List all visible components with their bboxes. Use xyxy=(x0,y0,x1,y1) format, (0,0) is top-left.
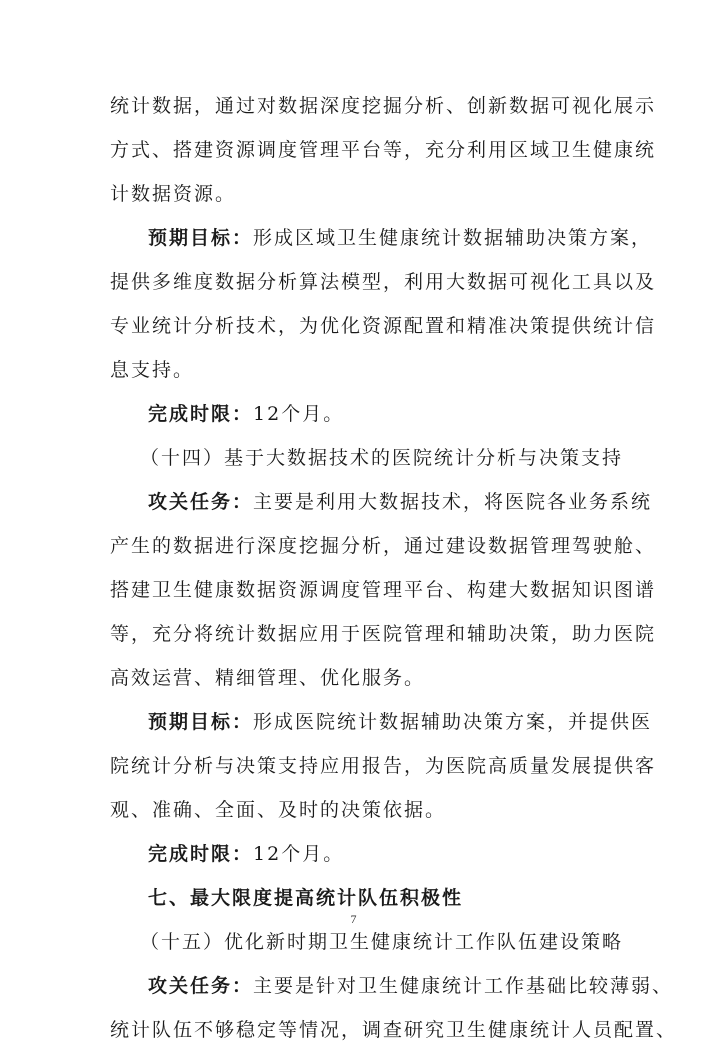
text-line: 等，充分将统计数据应用于医院管理和辅助决策，助力医院 xyxy=(110,623,657,645)
deadline-label: 完成时限： xyxy=(148,403,254,425)
section-15-heading: （十五）优化新时期卫生健康统计工作队伍建设策略 xyxy=(140,931,624,953)
chapter-7-heading: 七、最大限度提高统计队伍积极性 xyxy=(148,887,464,909)
text-line: 高效运营、精细管理、优化服务。 xyxy=(110,667,426,689)
expected-goal-paragraph: 预期目标：形成医院统计数据辅助决策方案，并提供医 xyxy=(148,711,653,733)
deadline-label: 完成时限： xyxy=(148,843,254,865)
deadline-paragraph: 完成时限：12个月。 xyxy=(148,843,345,865)
text-line: 息支持。 xyxy=(110,359,195,381)
key-task-paragraph: 攻关任务：主要是利用大数据技术，将医院各业务系统 xyxy=(148,491,653,513)
text-line: 搭建卫生健康数据资源调度管理平台、构建大数据知识图谱 xyxy=(110,579,657,601)
text-line: 统计数据，通过对数据深度挖掘分析、创新数据可视化展示 xyxy=(110,95,657,117)
deadline-paragraph: 完成时限：12个月。 xyxy=(148,403,345,425)
text-line: 观、准确、全面、及时的决策依据。 xyxy=(110,799,447,821)
key-task-label: 攻关任务： xyxy=(148,975,254,997)
text-line: 院统计分析与决策支持应用报告，为医院高质量发展提供客 xyxy=(110,755,657,777)
section-14-heading: （十四）基于大数据技术的医院统计分析与决策支持 xyxy=(140,447,624,469)
expected-goal-label: 预期目标： xyxy=(148,711,254,733)
text-line: 统计队伍不够稳定等情况，调查研究卫生健康统计人员配置、 xyxy=(110,1019,678,1041)
expected-goal-label: 预期目标： xyxy=(148,227,254,249)
text-line: 产生的数据进行深度挖掘分析，通过建设数据管理驾驶舱、 xyxy=(110,535,657,557)
key-task-label: 攻关任务： xyxy=(148,491,254,513)
text-line: 专业统计分析技术，为优化资源配置和精准决策提供统计信 xyxy=(110,315,657,337)
key-task-paragraph: 攻关任务：主要是针对卫生健康统计工作基础比较薄弱、 xyxy=(148,975,674,997)
text-line: 计数据资源。 xyxy=(110,183,237,205)
expected-goal-paragraph: 预期目标：形成区域卫生健康统计数据辅助决策方案， xyxy=(148,227,653,249)
text-line: 提供多维度数据分析算法模型，利用大数据可视化工具以及 xyxy=(110,271,657,293)
page-number: 7 xyxy=(350,912,357,926)
text-line: 方式、搭建资源调度管理平台等，充分利用区域卫生健康统 xyxy=(110,139,657,161)
